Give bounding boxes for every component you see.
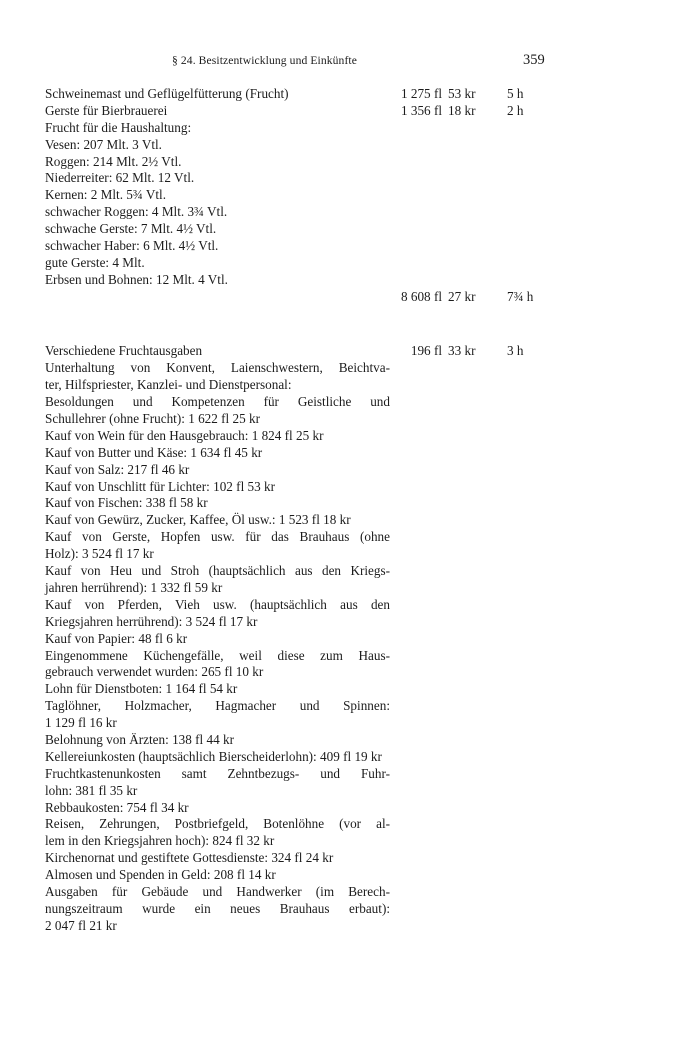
text-line (0, 766, 700, 783)
line-text: 2 047 fl 21 kr (45, 917, 117, 933)
text-line (0, 884, 700, 901)
line-text: Kernen: 2 Mlt. 5¾ Vtl. (45, 187, 166, 203)
text-line (0, 580, 700, 597)
line-text: Schweinemast und Geflügelfütterung (Frucht) (45, 86, 289, 101)
total-h: 7¾ h (507, 288, 534, 304)
amount-fl: 196 fl (410, 343, 442, 359)
line-text: jahren herrührend): 1 332 fl 59 kr (45, 579, 223, 595)
line-text: Kriegsjahren herrührend): 3 524 fl 17 kr (45, 613, 258, 629)
line-text: Erbsen und Bohnen: 12 Mlt. 4 Vtl. (45, 271, 228, 287)
text-line (0, 867, 700, 884)
line-text: Kauf von Heu und Stroh (hauptsächlich aus den Kriegs- (45, 563, 390, 579)
line-text: schwacher Haber: 6 Mlt. 4½ Vtl. (45, 238, 219, 254)
body-text (0, 86, 700, 935)
amount-kr: 18 kr (448, 102, 476, 118)
text-line (0, 428, 700, 445)
text-line (0, 901, 700, 918)
amount-kr: 33 kr (448, 343, 476, 359)
text-line (0, 411, 700, 428)
text-line (0, 86, 700, 103)
line-text: Kauf von Gewürz, Zucker, Kaffee, Öl usw.: 1 523 fl 18 kr (45, 512, 351, 528)
section-expenses (0, 343, 700, 934)
line-text: Frucht für die Haushaltung: (45, 119, 192, 135)
text-line (0, 918, 700, 935)
line-text: Kauf von Gerste, Hopfen usw. für das Brauhaus (ohne (45, 529, 390, 545)
line-text: Roggen: 214 Mlt. 2½ Vtl. (45, 153, 182, 169)
text-line (0, 512, 700, 529)
text-line (0, 120, 700, 137)
line-text: Ausgaben für Gebäude und Handwerker (im Berech- (45, 883, 390, 899)
line-text: 1 129 fl 16 kr (45, 715, 117, 731)
line-text: Schullehrer (ohne Frucht): 1 622 fl 25 kr (45, 411, 260, 427)
line-text: Kauf von Fischen: 338 fl 58 kr (45, 495, 208, 511)
text-line (0, 154, 700, 171)
line-text: Fruchtkastenunkosten samt Zehntbezugs- und Fuhr- (45, 765, 390, 781)
line-text: Besoldungen und Kompetenzen für Geistliche und (45, 394, 390, 410)
text-line (0, 681, 700, 698)
section-total-row (0, 289, 700, 306)
line-text: Gerste für Bierbrauerei (45, 102, 168, 118)
section-gap (0, 306, 700, 323)
text-line (0, 816, 700, 833)
text-line (0, 783, 700, 800)
text-line (0, 749, 700, 766)
amount-fl: 1 275 fl (400, 86, 442, 101)
text-line (0, 221, 700, 238)
line-text: Kauf von Papier: 48 fl 6 kr (45, 630, 188, 646)
text-line (0, 715, 700, 732)
text-line (0, 479, 700, 496)
text-line (0, 187, 700, 204)
line-text: Kauf von Unschlitt für Lichter: 102 fl 53 kr (45, 478, 275, 494)
line-text: ter, Hilfspriester, Kanzlei- und Dienstpersonal: (45, 377, 292, 393)
text-line (0, 495, 700, 512)
text-line (0, 272, 700, 289)
amount-h: 3 h (507, 343, 524, 359)
line-text: Kirchenornat und gestiftete Gottesdienste: 324 fl 24 kr (45, 850, 334, 866)
line-text: Vesen: 207 Mlt. 3 Vtl. (45, 136, 162, 152)
text-line (0, 238, 700, 255)
line-text: Eingenommene Küchengefälle, weil diese zum Haus- (45, 647, 390, 663)
text-line (0, 833, 700, 850)
text-line (0, 563, 700, 580)
text-line (0, 103, 700, 120)
total-fl: 8 608 fl (400, 288, 442, 304)
line-text: Reisen, Zehrungen, Postbriefgeld, Botenlöhne (vor al- (45, 816, 390, 832)
line-text: Niederreiter: 62 Mlt. 12 Vtl. (45, 170, 195, 186)
line-text: nungszeitraum wurde ein neues Brauhaus erbaut): (45, 900, 390, 916)
text-line (0, 546, 700, 563)
amount-h: 2 h (507, 102, 524, 118)
line-text: Kauf von Salz: 217 fl 46 kr (45, 461, 190, 477)
line-text: Verschiedene Fruchtausgaben (45, 343, 203, 359)
amount-h: 5 h (507, 86, 524, 101)
total-kr: 27 kr (448, 288, 476, 304)
text-line (0, 698, 700, 715)
running-head: § 24. Besitzentwicklung und Einkünfte (172, 54, 357, 67)
text-line (0, 664, 700, 681)
text-line (0, 445, 700, 462)
text-line (0, 614, 700, 631)
line-text: Kauf von Butter und Käse: 1 634 fl 45 kr (45, 444, 263, 460)
text-line (0, 377, 700, 394)
line-text: Kauf von Pferden, Vieh usw. (hauptsächlich aus den (45, 596, 390, 612)
text-line (0, 850, 700, 867)
amount-kr: 53 kr (448, 86, 476, 101)
line-text: Unterhaltung von Konvent, Laienschwestern, Beichtva- (45, 360, 390, 376)
line-text: Rebbaukosten: 754 fl 34 kr (45, 799, 189, 815)
text-line (0, 732, 700, 749)
text-line (0, 394, 700, 411)
line-text: Kauf von Wein für den Hausgebrauch: 1 824 fl 25 kr (45, 427, 324, 443)
text-line (0, 343, 700, 360)
text-line (0, 529, 700, 546)
text-line (0, 597, 700, 614)
text-line (0, 462, 700, 479)
line-text: lohn: 381 fl 35 kr (45, 782, 138, 798)
line-text: schwacher Roggen: 4 Mlt. 3¾ Vtl. (45, 204, 228, 220)
text-line (0, 137, 700, 154)
line-text: Almosen und Spenden in Geld: 208 fl 14 kr (45, 867, 276, 883)
text-line (0, 170, 700, 187)
text-line (0, 648, 700, 665)
text-line (0, 800, 700, 817)
page-number: 359 (523, 52, 545, 68)
text-line (0, 255, 700, 272)
line-text: Taglöhner, Holzmacher, Hagmacher und Spinnen: (45, 698, 390, 714)
section-gap (0, 322, 700, 343)
text-line (0, 204, 700, 221)
line-text: Belohnung von Ärzten: 138 fl 44 kr (45, 731, 234, 747)
amount-fl: 1 356 fl (400, 102, 442, 118)
section-fruit-use (0, 86, 700, 289)
page-header (0, 52, 700, 72)
line-text: Lohn für Dienstboten: 1 164 fl 54 kr (45, 681, 238, 697)
text-line (0, 631, 700, 648)
line-text: lem in den Kriegsjahren hoch): 824 fl 32 kr (45, 833, 275, 849)
line-text: gute Gerste: 4 Mlt. (45, 254, 145, 270)
line-text: schwache Gerste: 7 Mlt. 4½ Vtl. (45, 221, 217, 237)
line-text: gebrauch verwendet wurden: 265 fl 10 kr (45, 664, 264, 680)
text-line (0, 360, 700, 377)
line-text: Kellereiunkosten (hauptsächlich Bierscheiderlohn): 409 fl 19 kr (45, 748, 382, 764)
line-text: Holz): 3 524 fl 17 kr (45, 546, 154, 562)
